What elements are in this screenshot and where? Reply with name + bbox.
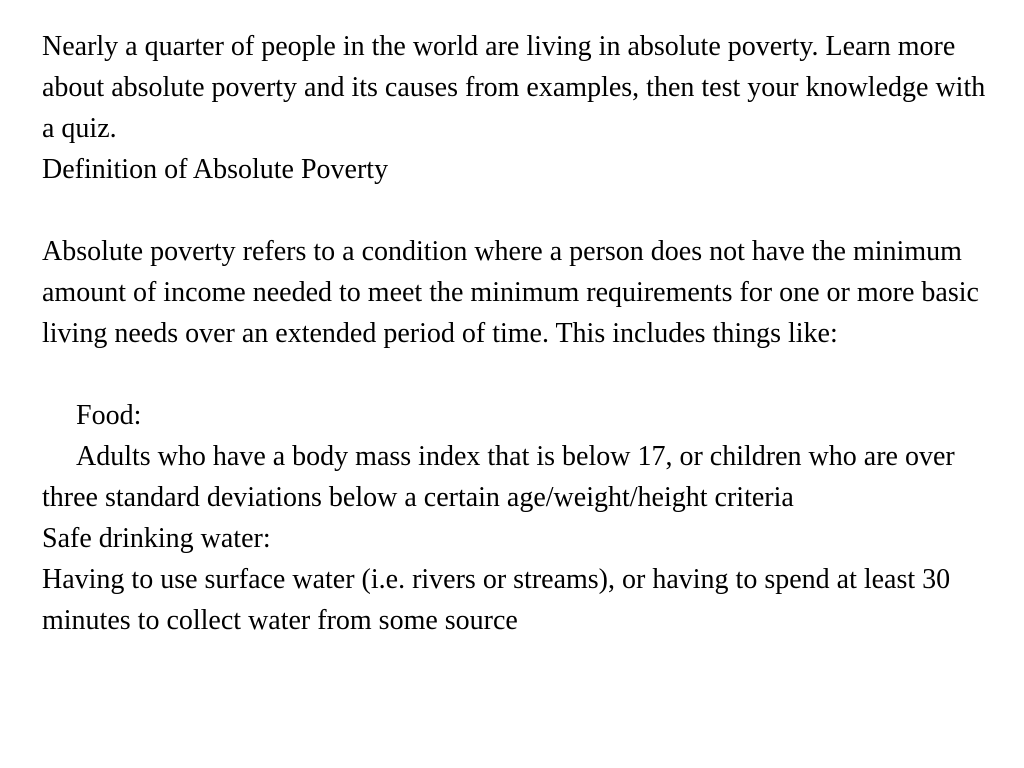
water-label: Safe drinking water: [42,523,271,554]
food-label: Food: [76,400,142,431]
spacer [42,190,992,231]
food-description: Adults who have a body mass index that is below 17, or children who are over three standard deviations below a certain age/weight/height criteria [42,441,955,513]
slide-content [42,26,992,641]
intro-paragraph: Nearly a quarter of people in the world are living in absolute poverty. Learn more about absolute poverty and its causes from examples, then test your knowledge with a quiz. [42,31,986,144]
water-description: Having to use surface water (i.e. rivers or streams), or having to spend at least 30 minutes to collect water from some source [42,564,951,636]
spacer [42,354,992,395]
definition-paragraph: Absolute poverty refers to a condition where a person does not have the minimum amount of income needed to meet the minimum requirements for one or more basic living needs over an extended period of time. This includes things like: [42,236,979,349]
section-heading: Definition of Absolute Poverty [42,154,389,185]
